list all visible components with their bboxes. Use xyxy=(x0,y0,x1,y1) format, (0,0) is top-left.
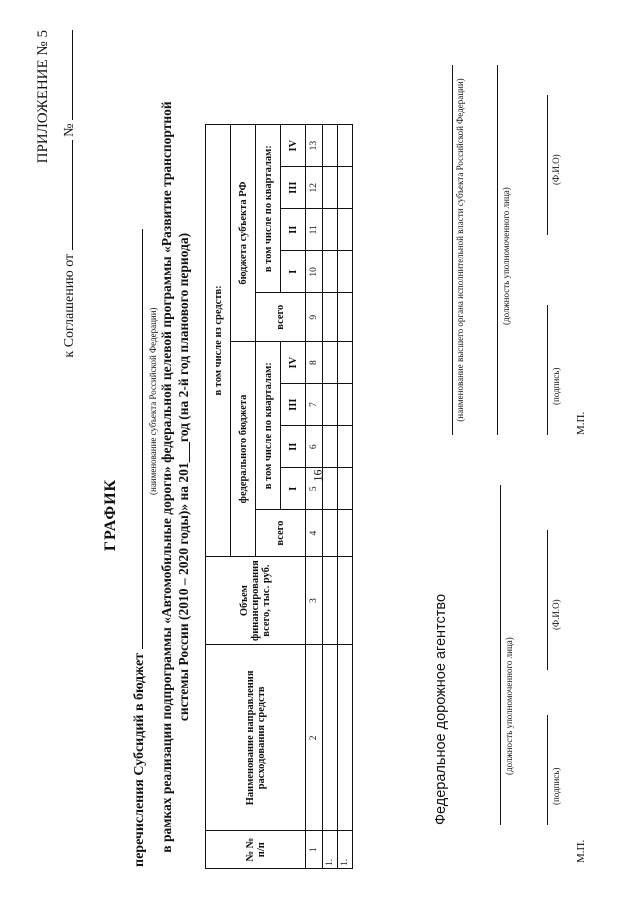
right-name-line xyxy=(547,95,548,235)
agreement-date-blank xyxy=(60,140,73,250)
col-num-2: 2 xyxy=(306,645,323,831)
right-position-caption: (должность уполномоченного лица) xyxy=(501,187,511,325)
left-name-line xyxy=(547,530,548,670)
col-num-6: 6 xyxy=(306,426,323,468)
col-num-7: 7 xyxy=(306,384,323,426)
header-reg-q3: III xyxy=(281,167,306,209)
header-direction: Наименование направления расходования средств xyxy=(206,645,306,831)
left-signature-line xyxy=(547,715,548,825)
document-title: ГРАФИК xyxy=(102,478,119,552)
col-num-1: 1 xyxy=(306,831,323,869)
right-signature-line xyxy=(547,305,548,435)
right-name-caption: (Ф.И.О) xyxy=(551,154,561,185)
header-regional: бюджета субъекта РФ xyxy=(231,125,256,342)
col-num-12: 12 xyxy=(306,167,323,209)
header-volume: Объем финансирования всего, тыс. руб. xyxy=(206,556,306,645)
rotated-page xyxy=(30,20,605,885)
col-num-8: 8 xyxy=(306,342,323,384)
header-reg-q2: II xyxy=(281,209,306,251)
header-fed-q1: I xyxy=(281,468,306,510)
header-regional-total: всего xyxy=(256,293,306,342)
header-federal-quarters: в том числе по кварталам: xyxy=(256,342,281,510)
subject-name-blank xyxy=(130,229,143,649)
row-number: 1. xyxy=(323,831,338,869)
subject-caption: (наименование субъекта Российской Федерации) xyxy=(148,307,158,495)
appendix-label: ПРИЛОЖЕНИЕ № 5 xyxy=(35,30,51,164)
header-federal: федерального бюджета xyxy=(231,342,256,557)
col-num-11: 11 xyxy=(306,209,323,251)
col-num-13: 13 xyxy=(306,125,323,167)
left-signature-caption: (подпись) xyxy=(551,767,561,805)
header-regional-quarters: в том числе по кварталам: xyxy=(256,125,281,293)
page-number: 16 xyxy=(310,469,325,482)
agreement-reference xyxy=(60,30,78,358)
agency-name: Федеральное дорожное агентство xyxy=(433,593,449,825)
schedule-table xyxy=(205,124,353,869)
program-description: в рамках реализации подпрограммы «Автомобильные дороги» федеральной целевой программы «Развитие транспортной системы России (2010 – 2020 годы)» на 201___год (на 2-й год планового периода) xyxy=(159,101,191,853)
header-reg-q1: I xyxy=(281,251,306,293)
table-row xyxy=(323,125,338,869)
agreement-no-label: № xyxy=(62,123,77,137)
left-stamp-place: М.П. xyxy=(575,839,587,863)
agreement-number-blank xyxy=(60,30,73,120)
right-org-line xyxy=(452,65,453,435)
header-fed-q3: III xyxy=(281,384,306,426)
table-row xyxy=(338,125,353,869)
right-stamp-place: М.П. xyxy=(575,411,587,435)
row-number: 1. xyxy=(338,831,353,869)
header-federal-total: всего xyxy=(256,510,306,556)
transfer-line xyxy=(130,229,148,867)
header-fed-q2: II xyxy=(281,426,306,468)
col-num-3: 3 xyxy=(306,556,323,645)
right-org-caption: (наименование высшего органа исполнительной власти субъекта Российской Федерации) xyxy=(455,78,465,422)
col-num-9: 9 xyxy=(306,293,323,342)
col-num-10: 10 xyxy=(306,251,323,293)
right-position-line xyxy=(497,65,498,435)
col-num-4: 4 xyxy=(306,510,323,556)
header-number: № № п/п xyxy=(206,831,306,869)
column-number-row xyxy=(306,125,323,869)
header-fed-q4: IV xyxy=(281,342,306,384)
col-num-5: 5 xyxy=(306,468,323,510)
transfer-text: перечисления Субсидий в бюджет xyxy=(132,652,147,867)
left-position-line xyxy=(500,485,501,825)
header-reg-q4: IV xyxy=(281,125,306,167)
agreement-prefix: к Соглашению от xyxy=(62,253,77,358)
right-signature-caption: (подпись) xyxy=(551,367,561,405)
header-including: в том числе из средств: xyxy=(206,125,231,557)
left-position-caption: (должность уполномоченного лица) xyxy=(504,637,514,775)
left-name-caption: (Ф.И.О) xyxy=(551,599,561,630)
